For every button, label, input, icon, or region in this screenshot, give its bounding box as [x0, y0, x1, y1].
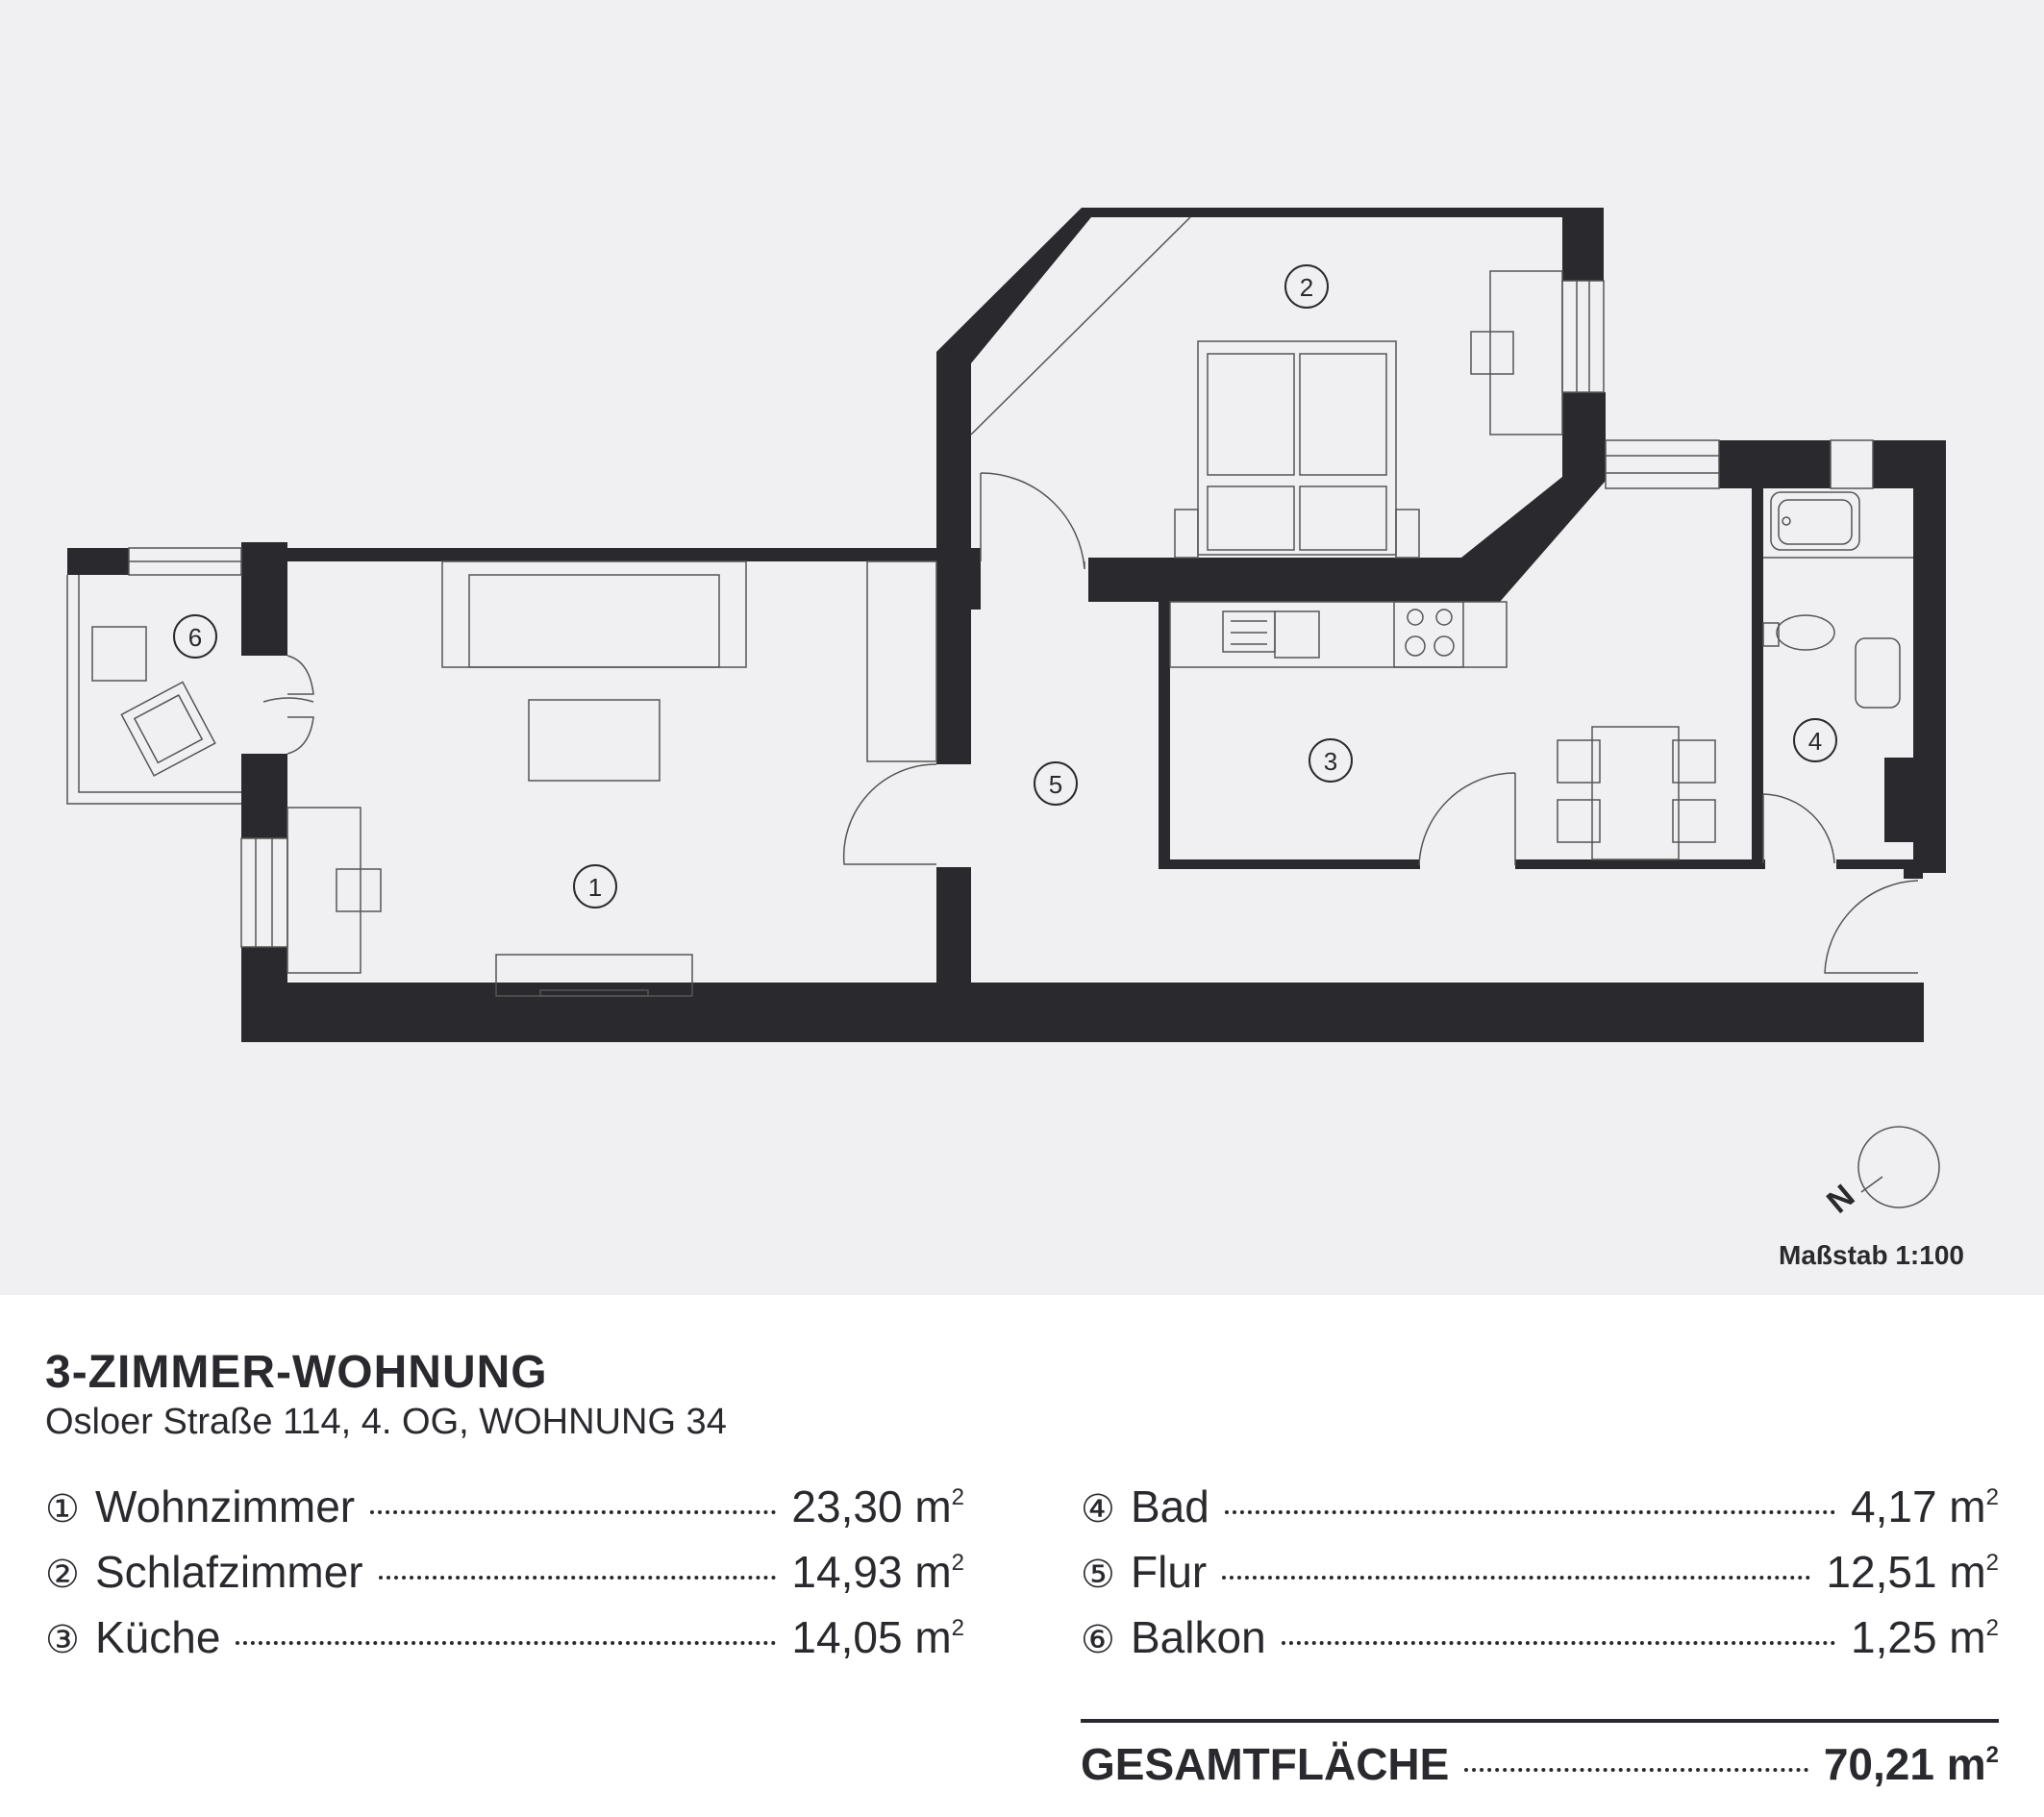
toilet — [1777, 615, 1834, 650]
room-name: Schlafzimmer — [95, 1547, 363, 1597]
window-bath — [1831, 440, 1873, 488]
page-title: 3-ZIMMER-WOHNUNG — [45, 1347, 548, 1398]
compass — [1820, 1127, 1939, 1221]
room-markers — [174, 265, 1836, 908]
unit-exponent: 2 — [951, 1550, 964, 1576]
wall-bedroom-south — [1088, 392, 1606, 602]
room-marker-2: 2 — [1299, 273, 1314, 302]
room-number: ⑥ — [1081, 1619, 1115, 1661]
unit-exponent: 2 — [1985, 1742, 1999, 1768]
room-area: 1,25 m — [1851, 1612, 1986, 1662]
room-number: ⑤ — [1081, 1554, 1115, 1596]
room-name: Wohnzimmer — [95, 1481, 356, 1531]
wall-living-hall-1 — [936, 548, 971, 764]
room-marker-3: 3 — [1323, 747, 1338, 776]
scale-label: Maßstab 1:100 — [1779, 1240, 1964, 1270]
room-marker-6: 6 — [187, 623, 203, 652]
room-name: Bad — [1131, 1481, 1209, 1531]
wall-living-west-3 — [241, 947, 287, 1042]
room-name: Flur — [1131, 1547, 1208, 1597]
total-label: GESAMTFLÄCHE — [1081, 1739, 1450, 1789]
room-row-balkon — [1081, 1611, 1999, 1665]
wall-bath-east — [1913, 440, 1946, 873]
dot-leader — [1222, 1576, 1810, 1580]
total-row — [1081, 1738, 1999, 1796]
window-bedroom — [1562, 281, 1604, 392]
room-area: 23,30 m — [791, 1481, 952, 1531]
total-divider — [1081, 1719, 1999, 1723]
wall-living-north — [287, 548, 979, 561]
window-living — [241, 838, 287, 947]
coffee-table — [529, 700, 660, 781]
wall-kitchen-bath — [1752, 481, 1763, 869]
sofa — [442, 561, 746, 667]
wall-living-west-1 — [241, 542, 287, 656]
room-row-kueche — [45, 1611, 964, 1665]
room-marker-5: 5 — [1048, 770, 1063, 799]
room-name: Küche — [95, 1612, 221, 1662]
desk — [287, 808, 361, 973]
wall-balcony-north — [67, 548, 129, 575]
room-marker-1: 1 — [587, 873, 603, 902]
room-row-bad — [1081, 1481, 1999, 1534]
wall-living-west-2 — [241, 754, 287, 838]
dining-table — [1592, 727, 1679, 859]
shelf — [867, 561, 936, 761]
dot-leader — [236, 1641, 776, 1645]
dot-leader — [370, 1510, 776, 1514]
address-subtitle: Osloer Straße 114, 4. OG, WOHNUNG 34 — [45, 1402, 727, 1442]
total-value: 70,21 m — [1823, 1739, 1986, 1789]
wall-bath-east-inner — [1884, 758, 1913, 842]
wall-living-hall-2 — [936, 867, 971, 983]
room-area: 14,05 m — [791, 1612, 952, 1662]
room-number: ③ — [45, 1619, 80, 1661]
wall-kitchen-west — [1159, 602, 1170, 869]
dot-leader — [1225, 1510, 1835, 1514]
dot-leader — [1282, 1641, 1835, 1645]
unit-exponent: 2 — [1985, 1484, 1999, 1510]
unit-exponent: 2 — [951, 1484, 964, 1510]
wall-bath-south — [1836, 859, 1904, 869]
sink — [1856, 638, 1900, 708]
room-area: 4,17 m — [1851, 1481, 1986, 1531]
dot-leader — [1464, 1768, 1808, 1772]
room-name: Balkon — [1131, 1612, 1266, 1662]
compass-north-label: N — [1820, 1177, 1862, 1221]
bed — [1198, 341, 1396, 555]
unit-exponent: 2 — [1985, 1550, 1999, 1576]
room-number: ② — [45, 1554, 80, 1596]
room-area: 12,51 m — [1826, 1547, 1986, 1597]
room-row-schlafzimmer — [45, 1546, 964, 1600]
compass-circle — [1858, 1127, 1939, 1207]
wall-bedroom-northwest — [936, 208, 1604, 561]
wall-bath-north-1 — [1719, 440, 1831, 488]
wall-bedroom-east-1 — [1562, 208, 1604, 281]
wall-south — [241, 983, 1924, 1042]
wall-kitchen-south-2 — [1515, 859, 1765, 869]
kitchen-counter — [1170, 602, 1507, 667]
room-number: ④ — [1081, 1488, 1115, 1531]
wall-kitchen-south-1 — [1159, 859, 1420, 869]
unit-exponent: 2 — [951, 1615, 964, 1641]
unit-exponent: 2 — [1985, 1615, 1999, 1641]
room-row-flur — [1081, 1546, 1999, 1600]
room-row-wohnzimmer — [45, 1481, 964, 1534]
room-marker-4: 4 — [1807, 727, 1823, 756]
room-number: ① — [45, 1488, 80, 1531]
room-area: 14,93 m — [791, 1547, 952, 1597]
window-kitchen — [1606, 440, 1719, 488]
dot-leader — [379, 1576, 777, 1580]
walls — [67, 208, 1946, 1042]
